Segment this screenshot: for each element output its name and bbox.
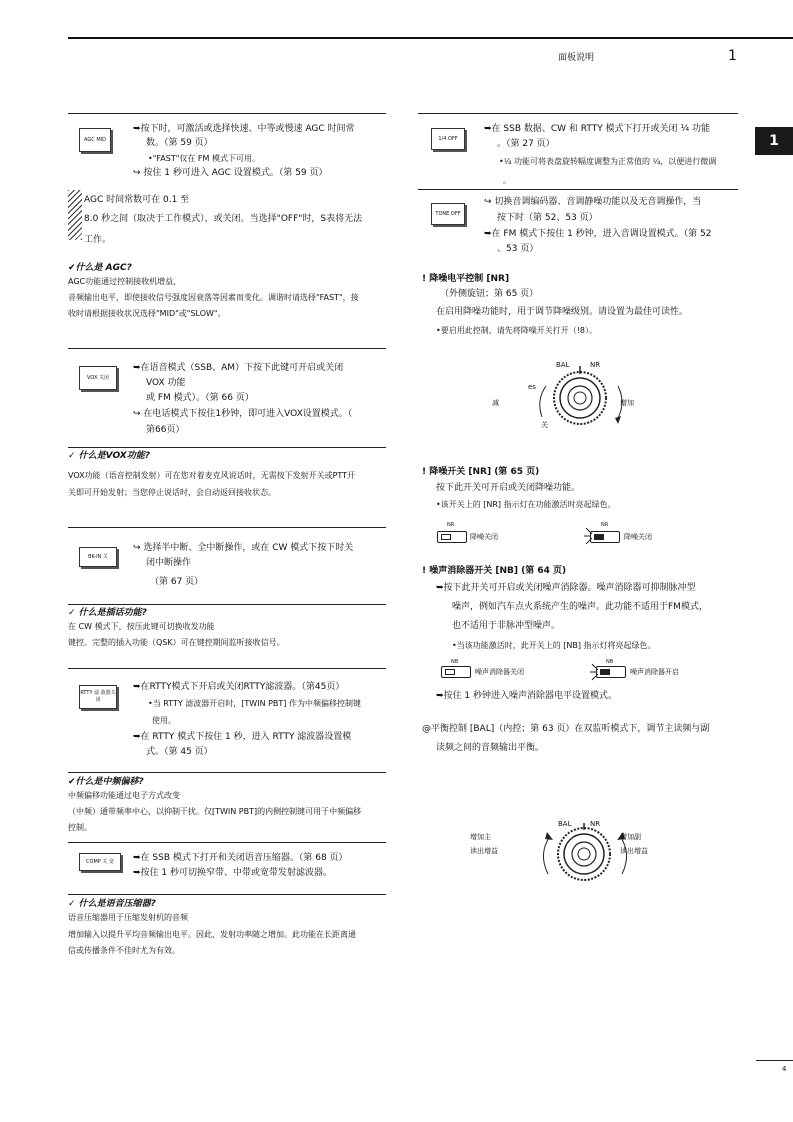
what-vox-title: ✓ 什么是VOX功能? <box>68 451 150 461</box>
nr-switch-title: ! 降噪开关 [NR] (第 65 页) <box>422 467 540 477</box>
tone-text-4: 、53 页） <box>497 244 539 254</box>
nb-switch-2: 噪声，例如汽车点火系统产生的噪声。此功能不适用于FM模式， <box>452 602 708 612</box>
nb-switch-1: ➥按下此开关可开启或关闭噪声消除器。噪声消除器可抑制脉冲型 <box>436 583 696 593</box>
nb-on-ind-label: NB <box>606 659 614 665</box>
agc-text-3: ↪ 按住 1 秒可进入 AGC 设置模式。（第 59 页） <box>133 168 328 178</box>
knob2-nr-label: NR <box>590 820 601 828</box>
knob1-increase-label: 增加 <box>620 399 634 407</box>
tone-key-icon: TONE OFF <box>431 203 465 225</box>
comp-text-2: ➥按住 1 秒可切换窄带、中带或宽带发射滤波器。 <box>133 868 332 878</box>
knob1-decrease-label: 减 <box>492 399 499 407</box>
nr-off-ind-label: NR <box>447 522 455 528</box>
rtty-text-1: ➥在RTTY模式下开启或关闭RTTY滤波器。（第45页） <box>133 682 345 692</box>
nr-switch-note: •该开关上的 [NR] 指示灯在功能激活时亮起绿色。 <box>436 500 616 509</box>
agc-time-3: 工作。 <box>84 235 112 245</box>
rtty-text-2: ➥在 RTTY 模式下按住 1 秒，进入 RTTY 滤波器设置模 <box>133 732 352 742</box>
what-if-3: 控制。 <box>68 823 92 832</box>
rtty-text-3: 式。（第 45 页） <box>146 747 213 757</box>
what-vox-1: VOX功能（语音控制发射）可在您对着麦克风说话时，无需按下发射开关或PTT开 <box>68 471 356 480</box>
what-comp-2: 增加输入以提升平均音频输出电平。因此，发射功率随之增加。此功能在长距离通 <box>68 930 356 939</box>
knob2-left-1: 增加主 <box>470 833 491 841</box>
nr-level-2: 在启用降噪功能时，用于调节降噪级别。请设置为最佳可读性。 <box>436 307 689 317</box>
light-rays-icon <box>590 662 606 682</box>
tone-text-2: 按下时（第 52、53 页） <box>497 213 598 223</box>
rtty-note-1: •当 RTTY 滤波器开启时，[TWIN PBT] 作为中频偏移控制键 <box>148 699 361 708</box>
vox-text-2: VOX 功能 <box>146 378 186 388</box>
quarter-note-2: 。 <box>503 176 511 185</box>
tone-text-3: ➥在 FM 模式下按住 1 秒钟，进入音调设置模式。（第 52 <box>484 229 712 239</box>
vox-text-3: 或 FM 模式）。（第 66 页） <box>146 393 254 403</box>
rtty-note-2: 使用。 <box>152 716 176 725</box>
what-bkin-1: 在 CW 模式下，按压此键可切换收发功能 <box>68 622 215 631</box>
nr-off-indicator-icon <box>437 531 467 543</box>
tone-text-1: ↪ 切换音调编码器、音调静噪功能以及无音调操作，当 <box>484 197 702 207</box>
vox-text-1: ➥在语音模式（SSB、AM）下按下此键可开启或关闭 <box>133 363 344 373</box>
what-if-1: 中频偏移功能通过电子方式改变 <box>68 791 180 800</box>
hatch-mark-icon <box>68 190 82 240</box>
what-bkin-2: 键控。完整的插入功能（QSK）可在键控期间监听接收信号。 <box>68 638 285 647</box>
what-if-2: （中频）通带频率中心，以抑制干扰。仅[TWIN PBT]的内侧控制键可用于中频偏移 <box>68 807 362 816</box>
knob1-bal-label: BAL <box>556 361 570 369</box>
chapter-number: 1 <box>728 48 737 64</box>
what-agc-2: 音频输出电平，即使接收信号强度因衰落等因素而变化。调谐时请选择"FAST"，接 <box>68 293 359 302</box>
quarter-text-1: ➥在 SSB 数据、CW 和 RTTY 模式下打开或关闭 ¹⁄₄ 功能 <box>484 124 711 134</box>
quarter-note-1: •¹⁄₄ 功能可将表盘旋转幅度调整为正常值的 ¹⁄₄，以便进行微调 <box>499 157 717 166</box>
nr-on-ind-label: NR <box>601 522 609 528</box>
nr-level-title: ! 降噪电平控制 [NR] <box>422 274 510 284</box>
nb-switch-note: •当该功能激活时，此开关上的 [NB] 指示灯将亮起绿色。 <box>452 641 656 650</box>
comp-key-icon: COMP 关 宽 <box>79 853 121 871</box>
knob1-off-label: 关 <box>541 421 548 429</box>
nr-on-label: 降噪关闭 <box>624 533 652 541</box>
knob1-nr-label: NR <box>590 361 601 369</box>
bkin-key-icon: BK-IN 关 <box>79 547 117 567</box>
quarter-text-2: 。（第 27 页） <box>497 139 555 149</box>
knob2-right-1: 增加副 <box>620 833 641 841</box>
what-if-title: ✔什么是中频偏移? <box>68 777 144 787</box>
bal-text-1: @平衡控制 [BAL]（内控；第 63 页）在双监听模式下，调节主读频与副 <box>422 724 710 734</box>
bkin-text-2: 闭中断操作 <box>146 558 192 568</box>
knob1-es-label: es <box>528 383 536 391</box>
agc-text-1: ➥按下时，可激活或选择快速、中等或慢速 AGC 时间常 <box>133 124 355 134</box>
nr-level-note: •要启用此控制，请先将降噪开关打开（!8）。 <box>436 326 598 335</box>
comp-text-1: ➥在 SSB 模式下打开和关闭语音压缩器。（第 68 页） <box>133 853 348 863</box>
what-vox-2: 关即可开始发射；当您停止说话时，会自动返回接收状态。 <box>68 488 276 497</box>
what-comp-1: 语音压缩器用于压缩发射机的音频 <box>68 913 188 922</box>
vox-key-icon: VOX 关闭 <box>79 366 117 390</box>
chapter-tab: 1 <box>755 127 793 155</box>
light-rays-icon <box>584 526 600 546</box>
vox-text-4: ↪ 在电话模式下按住1秒钟，即可进入VOX设置模式。（ <box>133 409 353 419</box>
agc-key-icon: AGC MID <box>79 128 111 152</box>
agc-time-1: AGC 时间常数可在 0.1 至 <box>84 195 190 205</box>
nb-off-ind-label: NB <box>451 659 459 665</box>
quarter-key-icon: 1/4 OFF <box>431 128 465 150</box>
nb-on-label: 噪声消除器开启 <box>630 668 679 676</box>
knob2-bal-label: BAL <box>558 820 572 828</box>
vox-text-5: 第66页） <box>146 425 185 435</box>
what-agc-1: AGC功能通过控制接收机增益， <box>68 277 182 286</box>
knob2-right-2: 读出增益 <box>620 847 648 855</box>
bkin-text-3: （第 67 页） <box>150 577 204 587</box>
agc-note: •"FAST"仅在 FM 模式下可用。 <box>148 154 260 163</box>
nr-level-1: （外侧旋钮；第 65 页） <box>440 289 539 299</box>
nr-switch-1: 按下此开关可开启或关闭降噪功能。 <box>436 483 581 493</box>
what-comp-3: 信或传播条件不佳时尤为有效。 <box>68 946 180 955</box>
agc-text-2: 数。（第 59 页） <box>146 138 213 148</box>
nb-off-indicator-icon <box>441 666 471 678</box>
bkin-text-1: ↪ 选择半中断、全中断操作，或在 CW 模式下按下时关 <box>133 543 354 553</box>
what-comp-title: ✓ 什么是语音压缩器? <box>68 899 156 909</box>
section-title: 面板说明 <box>558 53 595 63</box>
nb-switch-3: 也不适用于非脉冲型噪声。 <box>452 621 561 631</box>
nb-switch-title: ! 噪声消除器开关 [NB] (第 64 页) <box>422 566 567 576</box>
page-number: 4 <box>782 1065 787 1073</box>
knob2-left-2: 读出增益 <box>470 847 498 855</box>
agc-time-2: 8.0 秒之间（取决于工作模式），或关闭。当选择"OFF"时，S表将无法 <box>84 214 363 224</box>
rtty-key-icon: RTTY 滤 波器关闭 <box>79 685 117 709</box>
nb-off-label: 噪声消除器关闭 <box>475 668 524 676</box>
what-agc-title: ✔什么是 AGC? <box>68 263 132 273</box>
what-agc-3: 收时请根据接收状况选择"MID"或"SLOW"。 <box>68 309 226 318</box>
nb-switch-4: ➥按住 1 秒钟进入噪声消除器电平设置模式。 <box>436 691 617 701</box>
bal-text-2: 读频之间的音频输出平衡。 <box>436 743 545 753</box>
what-bkin-title: ✓ 什么是插话功能? <box>68 608 147 618</box>
nr-off-label: 降噪关闭 <box>470 533 498 541</box>
